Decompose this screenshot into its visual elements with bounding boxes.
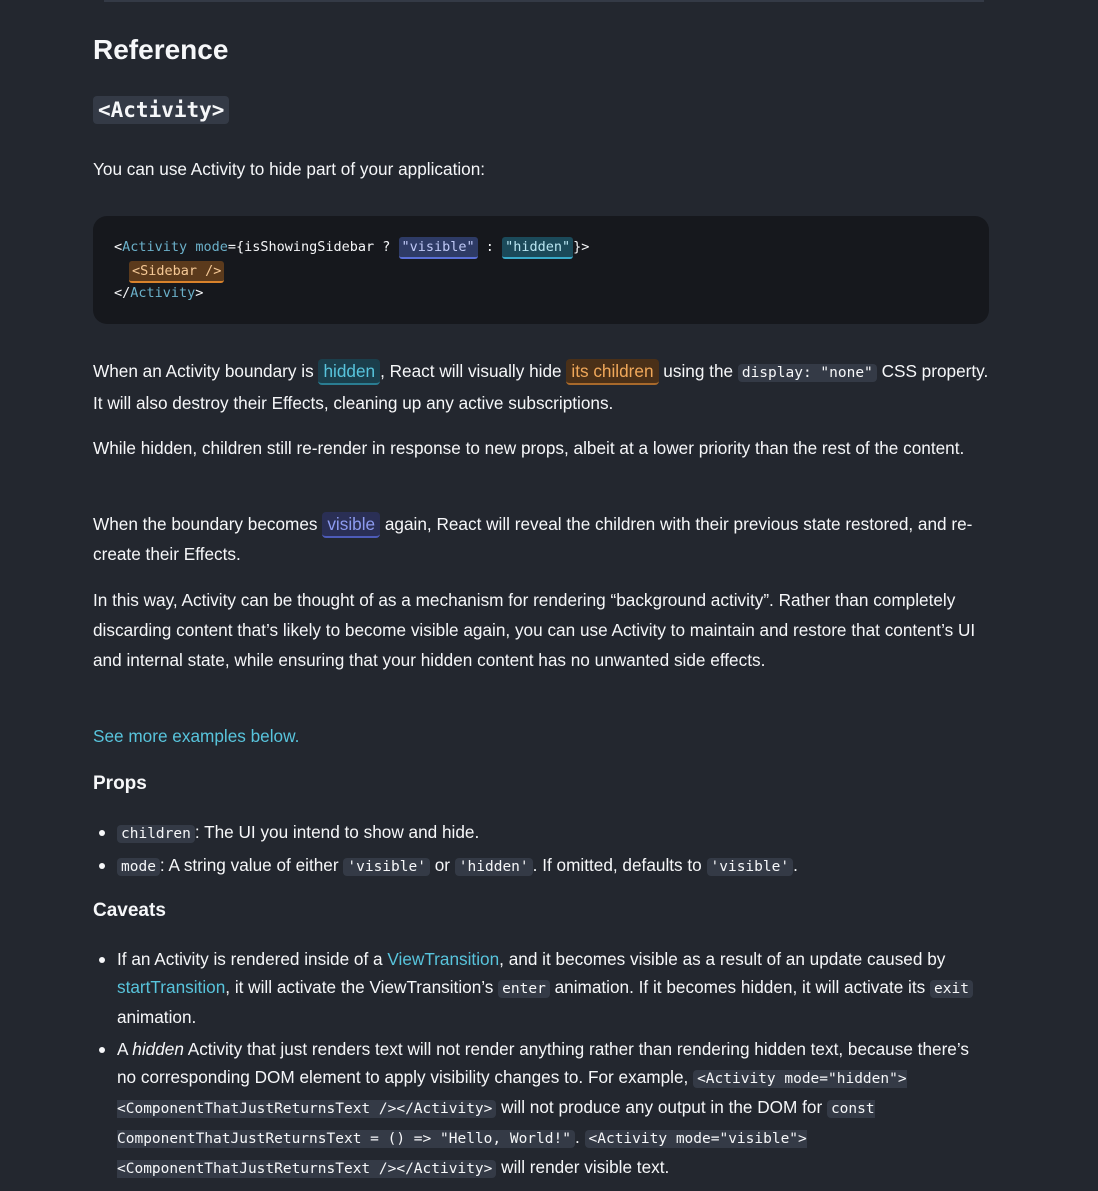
starttransition-link[interactable]: startTransition [117,977,226,997]
props-heading: Props [93,773,147,794]
code-line-3: </Activity> [114,285,204,301]
viewtransition-link[interactable]: ViewTransition [387,949,500,969]
caveats-heading: Caveats [93,900,166,921]
visible-highlight[interactable]: visible [322,512,380,538]
paragraph-hidden: When an Activity boundary is hidden , React will visually hide its children using the display: "none" CSS property. It will also destroy their Effects, cleaning up any active subscriptions. [93,361,989,413]
list-item: A hidden Activity that just renders text will not render anything rather than rendering hidden text, because there’s no corresponding DOM element to apply visibility changes to. For example, <Activity mode="hidden"><ComponentThatJustReturnsText /></Activity> will not produce any output in the DOM for const ComponentThatJustReturnsText = () => "Hello, World!" . <Activity mode="visible"><ComponentThatJustReturnsText /></Activity> will render visible text. [93,1035,989,1183]
page-heading: Reference [93,34,229,65]
props-list [93,818,989,881]
top-divider [104,0,984,2]
intro-text: You can use Activity to hide part of your application: [93,159,486,179]
code-line-2: <Sidebar /> [129,261,224,283]
paragraph-visible: When the boundary becomes visible again, React will reveal the children with their previous state restored, and re-create their Effects. [93,514,973,564]
hidden-highlight[interactable]: hidden [318,359,380,385]
children-highlight[interactable]: its children [566,359,658,385]
list-item: mode : A string value of either 'visible' or 'hidden' . If omitted, defaults to 'visible' . [93,851,989,881]
code-block[interactable] [93,216,989,324]
display-none-code: display: "none" [738,364,877,382]
list-item: If an Activity is rendered inside of a ViewTransition, and it becomes visible as a result of an update caused by startTransition, it will activate the ViewTransition’s enter animation. If it becomes hidden, it will activate its exit animation. [93,945,989,1031]
see-more-link[interactable]: See more examples below. [93,726,300,746]
component-title: <Activity> [93,96,229,124]
see-more-paragraph [93,721,989,751]
paragraph-rerender: While hidden, children still re-render in response to new props, albeit at a lower priority than the rest of the content. [93,438,965,458]
list-item: children : The UI you intend to show and hide. [93,818,989,848]
paragraph-background-activity: In this way, Activity can be thought of as a mechanism for rendering “background activity”. Rather than completely discarding content that’s likely to become visible again, you can use Activity to maintain and restore that content’s UI and internal state, while ensuring that your hidden content has no unwanted side effects. [93,590,976,670]
code-line-1: <Activity mode={isShowingSidebar ? "visible" : "hidden" }> [114,237,589,259]
caveats-list [93,945,989,1183]
